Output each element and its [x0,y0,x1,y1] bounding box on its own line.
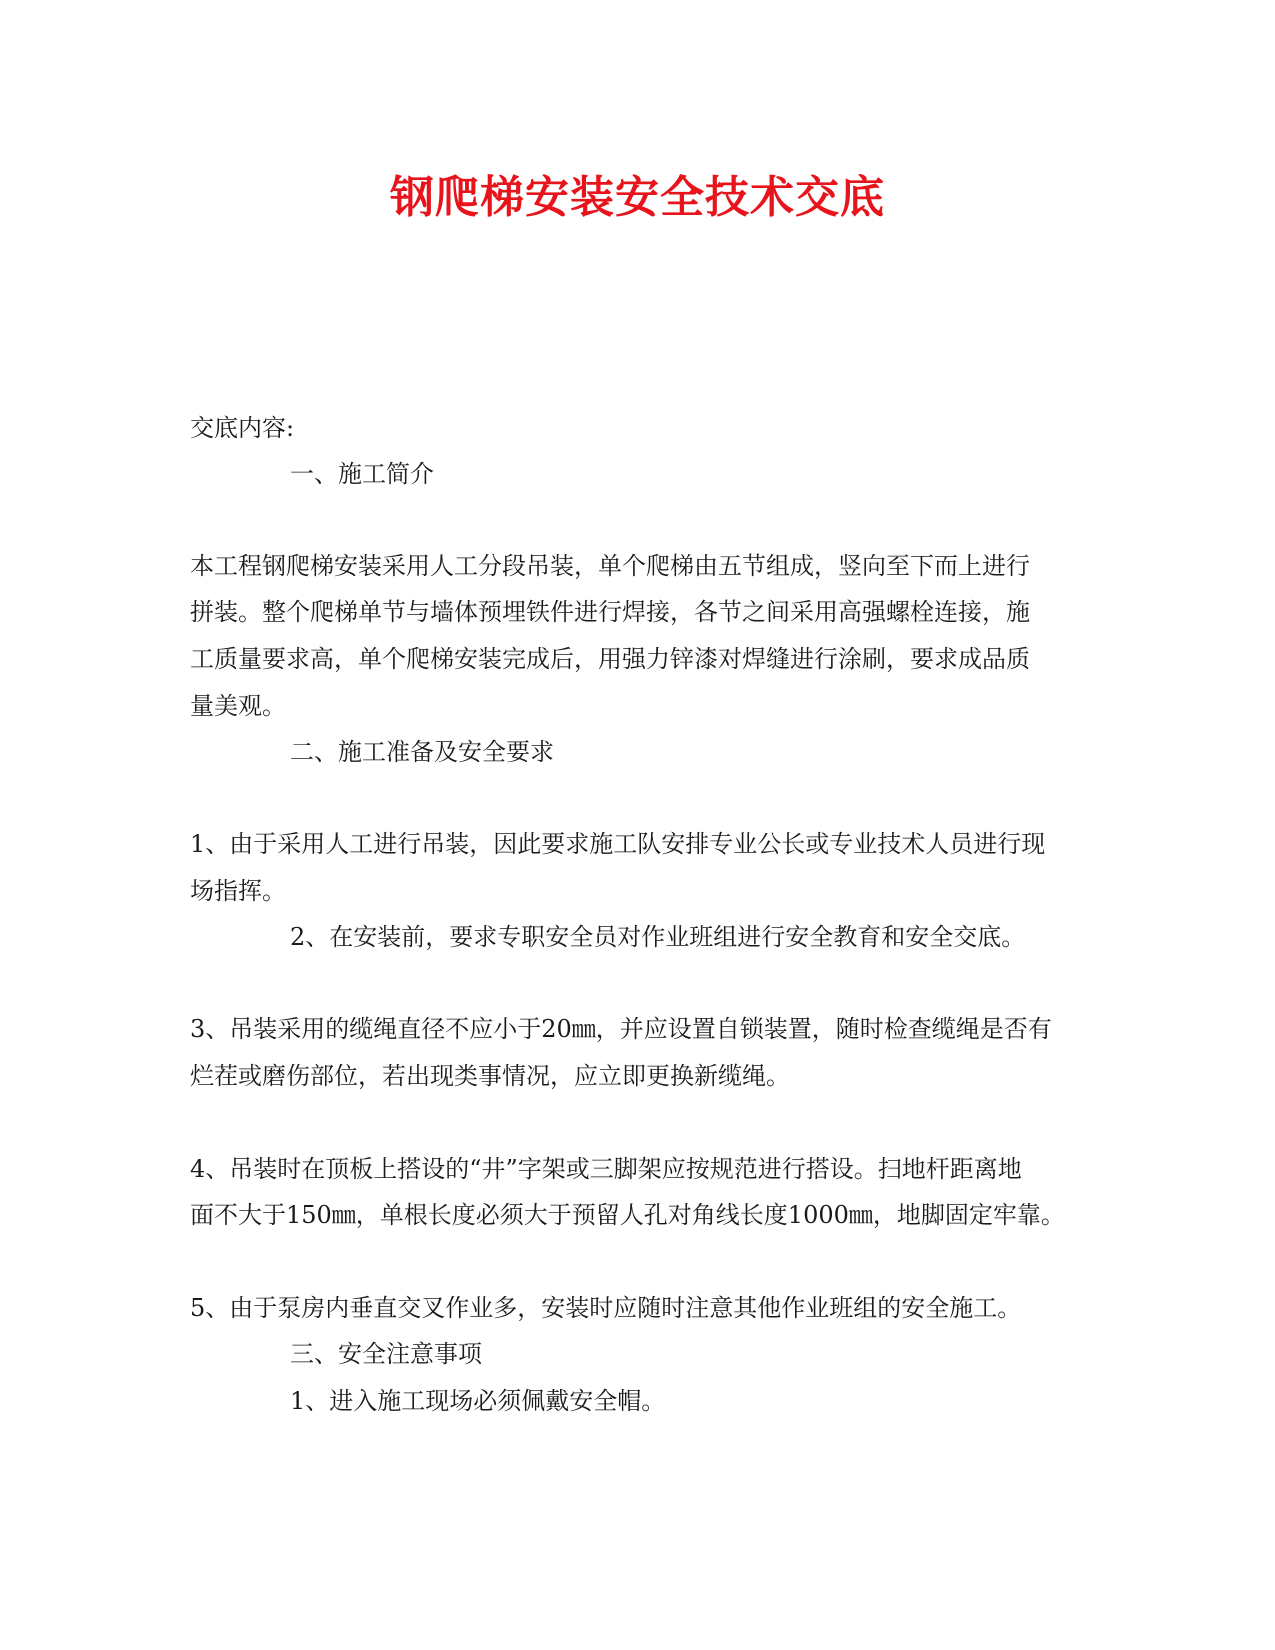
section2-item1-line-2: 场指挥。 [190,877,286,905]
section2-item4-line-1: 4、吊装时在顶板上搭设的“井”字架或三脚架应按规范进行搭设。扫地杆距离地 [190,1155,1022,1183]
section1-line-3: 工质量要求高，单个爬梯安装完成后，用强力锌漆对焊缝进行涂刷，要求成品质 [190,645,1030,673]
section3-item1: 1、进入施工现场必须佩戴安全帽。 [290,1387,666,1415]
section2-item5: 5、由于泵房内垂直交叉作业多，安装时应随时注意其他作业班组的安全施工。 [190,1294,1022,1322]
section2-item3-line-2: 烂茬或磨伤部位，若出现类事情况，应立即更换新缆绳。 [190,1062,790,1090]
section1-line-2: 拼装。整个爬梯单节与墙体预埋铁件进行焊接，各节之间采用高强螺栓连接，施 [190,598,1030,626]
section1-line-1: 本工程钢爬梯安装采用人工分段吊装，单个爬梯由五节组成，竖向至下而上进行 [190,552,1030,580]
section1-heading: 一、施工简介 [290,460,434,488]
section2-item1-line-1: 1、由于采用人工进行吊装，因此要求施工队安排专业公长或专业技术人员进行现 [190,830,1046,858]
section1-line-4: 量美观。 [190,692,286,720]
content-label: 交底内容: [190,414,295,442]
section3-heading: 三、安全注意事项 [290,1340,482,1368]
section2-item4-line-2: 面不大于150㎜，单根长度必须大于预留人孔对角线长度1000㎜，地脚固定牢靠。 [190,1201,1065,1229]
section2-heading: 二、施工准备及安全要求 [290,738,554,766]
document-title: 钢爬梯安装安全技术交底 [390,172,885,223]
section2-item3-line-1: 3、吊装采用的缆绳直径不应小于20㎜，并应设置自锁装置，随时检查缆绳是否有 [190,1015,1052,1043]
section2-item2: 2、在安装前，要求专职安全员对作业班组进行安全教育和安全交底。 [290,923,1026,951]
